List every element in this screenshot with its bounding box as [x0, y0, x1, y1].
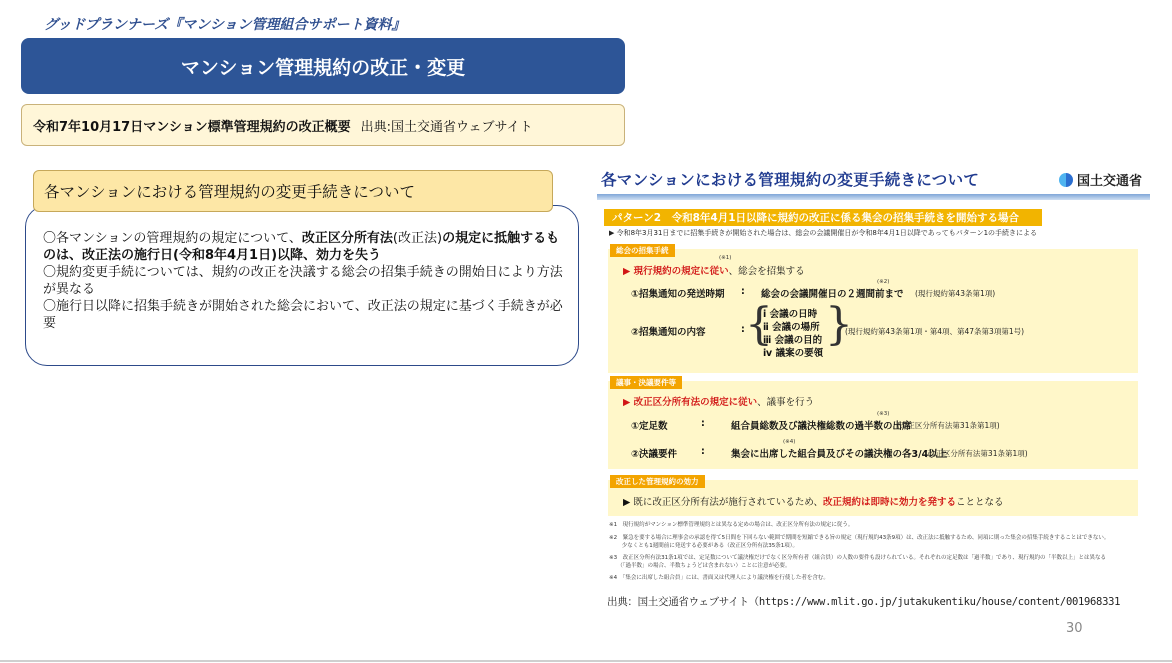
- footnote: （「過半数」の場合、半数ちょうどは含まれない）ことに注意が必要。: [609, 563, 791, 569]
- pattern-band: パターン2 令和8年4月1日以降に規約の改正に係る集会の招集手続きを開始する場合: [604, 209, 1042, 226]
- summary-point-3: 〇施行日以降に招集手続きが開始された総会において、改正法の規定に基づく手続きが必要: [43, 299, 563, 331]
- source-citation: 出典：国土交通省ウェブサイト（https://www.mlit.go.jp/jutakukentiku/house/content/001968331: [607, 596, 1121, 608]
- summary-panel-text: [43, 230, 565, 332]
- subtitle-source: 出典:国土交通省ウェブサイト: [360, 119, 533, 135]
- summary-panel-heading: [33, 170, 553, 212]
- brace-close-icon: }: [825, 299, 853, 350]
- quorum-value: 組合員総数及び議決権総数の過半数の出席: [731, 421, 912, 432]
- summary-point-1: 〇各マンションの管理規約の規定について、改正区分所有法(改正法)の規定に抵触するものは、改正法の施行日(令和8年4月1日)以降、効力を失う: [43, 231, 560, 263]
- mlit-logo-icon: [1059, 173, 1073, 187]
- slide-title: [21, 38, 625, 94]
- quorum-label: ①定足数: [631, 421, 668, 432]
- footnote: 少なくとも1週間前に発送する必要がある（改正区分所有法35条1項）。: [609, 543, 798, 549]
- resolution-label: ②決議要件: [631, 449, 678, 460]
- section-effect-lead: ▶ 既に改正区分所有法が施行されているため、改正規約は即時に効力を発することとなる: [623, 497, 1004, 508]
- pattern-note: ▶ 令和8年3月31日までに招集手続きが開始された場合は、総会の会議開催日が令和8年4月1日以降であってもパターン1の手続きによる: [609, 229, 1038, 237]
- footnote: ※4 「集会に出席した組合員」には、書面又は代理人により議決権を行使した者を含む。: [609, 575, 829, 581]
- notice-item: ⅳ 議案の要領: [763, 348, 824, 359]
- subtitle-bold: 令和7年10月17日マンション標準管理規約の改正概要: [33, 119, 351, 135]
- summary-point-2: 〇規約変更手続については、規約の改正を決議する総会の招集手続きの開始日により方法が異なる: [43, 265, 563, 297]
- subtitle-box: [21, 104, 625, 146]
- notice-timing-label: ①招集通知の発送時期: [631, 289, 725, 300]
- summary-heading-text: 各マンションにおける管理規約の変更手続きについて: [44, 183, 415, 201]
- slide-title-text: マンション管理規約の改正・変更: [180, 56, 466, 79]
- notice-timing-value: 総会の会議開催日の２週間前まで: [761, 289, 904, 300]
- section-effect-tag: 改正した管理規約の効力: [610, 475, 705, 488]
- procedure-figure: 各マンションにおける管理規約の変更手続きについて 国土交通省 パターン2 令和8年4月1日以降に規約の改正に係る集会の招集手続きを開始する場合 ▶ 令和8年3月31日までに招集手続きが開始された場合は、総会の会議開催日が令和8年4月1日以降であってもパターン1の手続きによる 総会の招集手続 (※1) ▶ 現行規約の規定に従い、総会を招集する ①招集通知の発送時期 : 総会の会議開催日の２週間前まで (※2) (現行規約第43条第1項) ②招集通知の内容 : { ⅰ 会議の日時 ⅱ 会議の場所 ⅲ 会議の目的 ⅳ 議案の要領 } (現行規約第43条第1項・第4項、第47条第3項第1号) 議事・決議要件等 ▶ 改正区分所有法の規定に従い、議事を行う ①定足数 : 組合員総数及び議決権総数の過半数の出席 (※3) (改正区分所有法第31条第1項) ②決議要件 : 集会に出席した組合員及びその議決権の各3/4以上 (※4) (改正区分所有法第31条第1項) 改正した管理規約の効力 ▶ 既に改正区分所有法が施行されているため、改正規約は即時に効力を発することとなる ※1 現行規約がマンション標準管理規約とは異なる定めの場合は、改正区分所有法の規定に従う。 ※2 緊急を要する場合に理事会の承認を得て5日間を下回らない範囲で期間を短縮できる旨の規定（現行規約43条9項）は、改正法に抵触するため、同項に則った集会の招集手続きすることはできない。 少なくとも1週間前に発送する必要がある（改正区分所有法35条1項）。 ※3 改正区分所有法31条1項では、定足数について議決権だけでなく区分所有者（組合員）の人数の要件も設けられている。それぞれの定足数は「過半数」であり、現行規約の「半数以上」とは異なる （「過半数」の場合、半数ちょうどは含まれない）ことに注意が必要。 ※4 「集会に出席した組合員」には、書面又は代理人により議決権を行使した者を含む。: [597, 158, 1150, 590]
- brace-icon: {: [745, 299, 773, 350]
- footnote: ※3 改正区分所有法31条1項では、定足数について議決権だけでなく区分所有者（組合員）の人数の要件も設けられている。それぞれの定足数は「過半数」であり、現行規約の「半数以上」とは異なる: [609, 555, 1107, 561]
- footnote: ※1 現行規約がマンション標準管理規約とは異なる定めの場合は、改正区分所有法の規定に従う。: [609, 522, 854, 528]
- notice-item: ⅰ 会議の日時: [763, 309, 818, 320]
- bottom-divider: [0, 660, 1172, 662]
- section-resolution-lead: ▶ 改正区分所有法の規定に従い、議事を行う: [623, 397, 815, 408]
- figure-title: 各マンションにおける管理規約の変更手続きについて: [601, 171, 980, 189]
- notice-item: ⅱ 会議の場所: [763, 322, 820, 333]
- section-convocation-lead: ▶ 現行規約の規定に従い、総会を招集する: [623, 266, 805, 277]
- page-number: 30: [1066, 621, 1083, 636]
- resolution-value: 集会に出席した組合員及びその議決権の各3/4以上: [731, 449, 948, 460]
- notice-content-label: ②招集通知の内容: [631, 327, 706, 338]
- brand-header: グッドプランナーズ『マンション管理組合サポート資料』: [44, 17, 406, 33]
- notice-item: ⅲ 会議の目的: [763, 335, 823, 346]
- section-resolution-tag: 議事・決議要件等: [610, 376, 682, 389]
- section-convocation-tag: 総会の招集手続: [610, 244, 675, 257]
- footnote: ※2 緊急を要する場合に理事会の承認を得て5日間を下回らない範囲で期間を短縮できる旨の規定（現行規約43条9項）は、改正法に抵触するため、同項に則った集会の招集手続きすることはできない。: [609, 535, 1110, 541]
- figure-title-underline: [597, 194, 1150, 200]
- mlit-logo: 国土交通省: [1059, 170, 1142, 189]
